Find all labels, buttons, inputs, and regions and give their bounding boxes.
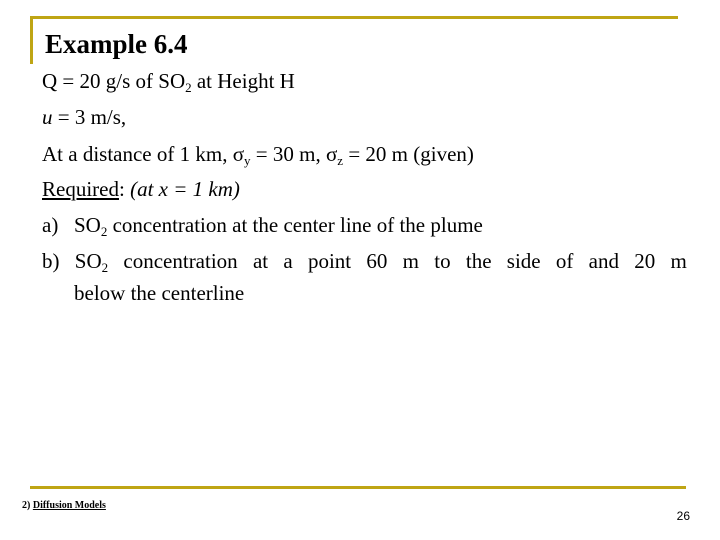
item-b-word: 60: [366, 249, 388, 273]
dispersion-end: = 20 m (given): [343, 142, 474, 166]
slide-title: Example 6.4: [45, 29, 188, 59]
dispersion-mid: = 30 m, σ: [250, 142, 338, 166]
sigma-z-subscript: z: [337, 153, 344, 168]
footer-section-link[interactable]: [22, 499, 106, 513]
required-label: Required: [42, 177, 119, 201]
required-separator: :: [118, 177, 131, 201]
sigma-y-subscript: y: [244, 153, 251, 168]
item-b-word: m: [670, 249, 687, 273]
item-b-word: the: [465, 249, 492, 273]
item-b-word: and: [588, 249, 619, 273]
item-b-word: 20: [634, 249, 656, 273]
list-marker-b: b): [42, 249, 60, 273]
item-b-word: m: [402, 249, 419, 273]
item-b-word: side: [506, 249, 541, 273]
item-b-word: concentration: [123, 249, 238, 273]
list-marker-a: a): [42, 213, 59, 237]
item-a-rest: concentration at the center line of the plume: [107, 213, 483, 237]
required-condition: (at x = 1 km): [130, 177, 240, 201]
item-a-subscript: 2: [100, 224, 108, 239]
footer-section-prefix: 2): [22, 500, 33, 511]
item-b-word: of: [555, 249, 574, 273]
item-b-word: a: [283, 249, 293, 273]
item-b-continuation: below the centerline: [74, 281, 245, 305]
emission-rate-subscript: 2: [185, 80, 192, 95]
wind-speed-variable: u: [42, 105, 53, 129]
emission-rate-suffix: at Height H: [191, 69, 295, 93]
item-b-word: point: [307, 249, 352, 273]
list-item-a: [42, 210, 483, 240]
wind-speed-line: [42, 102, 126, 132]
emission-rate-text: Q = 20 g/s of SO: [42, 69, 186, 93]
wind-speed-value: = 3 m/s,: [52, 105, 127, 129]
item-b-word: $SO_2$: [74, 249, 109, 275]
item-b-word: to: [434, 249, 451, 273]
page-number: 26: [676, 509, 690, 523]
footer-section-title: Diffusion Models: [32, 500, 106, 511]
required-line: [42, 174, 240, 204]
dispersion-line: [42, 139, 474, 169]
list-item-b: [42, 246, 687, 276]
top-rule: [30, 16, 678, 19]
bottom-rule: [30, 486, 686, 489]
emission-rate-line: [42, 66, 295, 96]
item-b-subscript: 2: [101, 260, 109, 275]
left-rule: [30, 16, 33, 64]
item-a-text: SO: [74, 213, 101, 237]
dispersion-text: At a distance of 1 km, σ: [42, 142, 245, 166]
item-b-word: at: [252, 249, 269, 273]
